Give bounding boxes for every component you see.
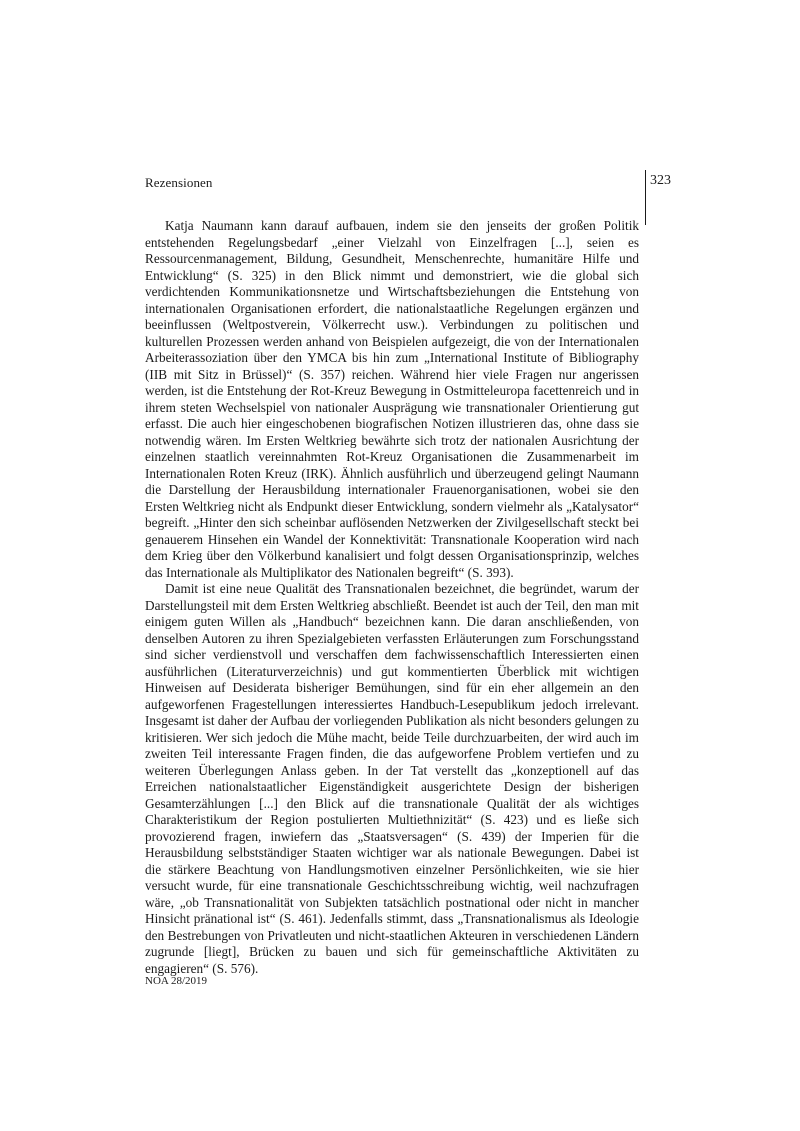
article-body	[145, 218, 639, 977]
header-rule	[645, 170, 646, 225]
running-head: Rezensionen	[145, 175, 213, 190]
page-number: 323	[650, 173, 671, 188]
paragraph-1: Katja Naumann kann darauf aufbauen, indem sie den jenseits der großen Politik entstehenden Regelungsbedarf „einer Vielzahl von Einzelfragen [...], seien es Ressourcenmanagement, Bildung, Gesundheit, Menschenrechte, humanitäre Hilfe und Entwicklung“ (S. 325) in den Blick nimmt und demonstriert, wie die global sich verdichtenden Kommunikationsnetze und Wirtschaftsbeziehungen die Entstehung von internationalen Organisationen erfordert, die nationalstaatliche Regelungen ergänzen und beeinflussen (Weltpostverein, Völkerrecht usw.). Verbindungen zu politischen und kulturellen Prozessen werden anhand von Beispielen aufgezeigt, die von der Internationalen Arbeiterassoziation über den YMCA bis hin zum „International Institute of Bibliography (IIB mit Sitz in Brüssel)“ (S. 357) reichen. Während hier viele Fragen nur angerissen werden, ist die Entstehung der Rot-Kreuz Bewegung in Ostmitteleuropa facettenreich und in ihrem steten Wechselspiel von nationaler Ausprägung wie transnationaler Orientierung gut erfasst. Die auch hier eingeschobenen biografischen Notizen illustrieren das, ohne dass sie notwendig wären. Im Ersten Weltkrieg bewährte sich trotz der nationalen Ausrichtung der einzelnen staatlich vereinnahmten Rot-Kreuz Organisationen die Zusammenarbeit im Internationalen Roten Kreuz (IRK). Ähnlich ausführlich und überzeugend gelingt Naumann die Darstellung der Herausbildung internationaler Frauenorganisationen, wobei sie den Ersten Weltkrieg nicht als Endpunkt dieser Entwicklung, sondern vielmehr als „Katalysator“ begreift. „Hinter den sich scheinbar auflösenden Netzwerken der Zivilgesellschaft steckt bei genauerem Hinsehen ein Wandel der Konnektivität: Transnationale Kooperation wird nach dem Krieg über den Völkerbund kanalisiert und folgt dessen Organisationsprinzip, welches das Internationale als Multiplikator des Nationalen begreift“ (S. 393).	[145, 218, 639, 580]
paragraph-2: Damit ist eine neue Qualität des Transnationalen bezeichnet, die begründet, warum der Darstellungsteil mit dem Ersten Weltkrieg abschließt. Beendet ist auch der Teil, den man mit einigem guten Willen als „Handbuch“ bezeichnen kann. Die daran anschließenden, von denselben Autoren zu ihren Spezialgebieten verfassten Erläuterungen zum Forschungsstand sind sicher verdienstvoll und verschaffen dem fachwissenschaftlich Interessierten einen ausführlichen (Literaturverzeichnis) und gut kommentierten Überblick mit wichtigen Hinweisen auf Desiderata bisheriger Bemühungen, sind für ein eher allgemein an den aufgeworfenen Fragestellungen interessiertes Handbuch-Lesepublikum jedoch irrelevant. Insgesamt ist daher der Aufbau der vorliegenden Publikation als nicht besonders gelungen zu kritisieren. Wer sich jedoch die Mühe macht, beide Teile durchzuarbeiten, der wird auch im zweiten Teil interessante Fragen finden, die das aufgeworfene Problem vertiefen und zu weiteren Überlegungen Anlass geben. In der Tat verstellt das „konzeptionell auf das Erreichen nationalstaatlicher Eigenständigkeit ausgerichtete Design der bisherigen Gesamterzählungen [...] den Blick auf die transnationale Qualität der als wichtiges Charakteristikum der Region postulierten Multiethnizität“ (S. 423) und es ließe sich provozierend fragen, inwiefern das „Staatsversagen“ (S. 439) der Imperien für die Herausbildung selbstständiger Staaten wichtiger war als nationale Bewegungen. Dabei ist die stärkere Beachtung von Handlungsmotiven einzelner Persönlichkeiten, wie sie hier versucht wurde, für eine transnationale Geschichtsschreibung wichtig, weil nachzufragen wäre, „ob Transnationalität von Subjekten tatsächlich postnational oder nicht in mancher Hinsicht pränational ist“ (S. 461). Jedenfalls stimmt, dass „Transnationalismus als Ideologie den Bestrebungen von Privatleuten und nicht-staatlichen Akteuren in verschiedenen Ländern zugrunde [liegt], Brücken zu bauen und sich für gemeinschaftliche Aktivitäten zu engagieren“ (S. 576).	[145, 581, 639, 976]
footer-journal-issue: NOA 28/2019	[145, 975, 208, 987]
